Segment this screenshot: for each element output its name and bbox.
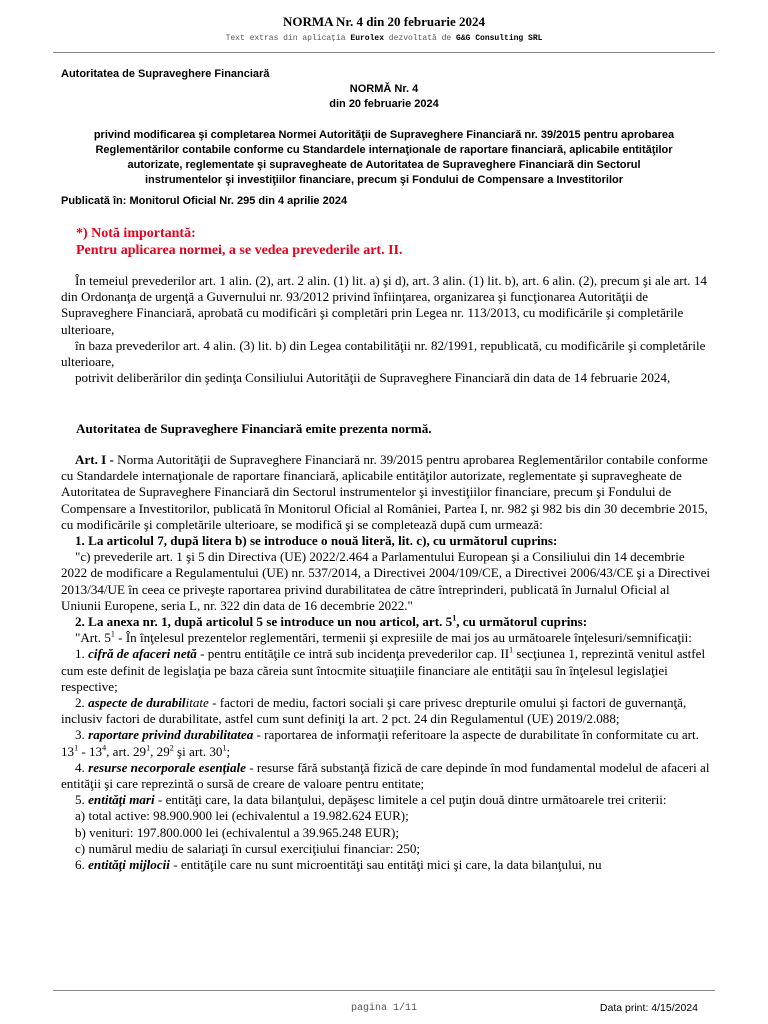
definition-2 — [61, 695, 711, 727]
definition-3-sup-1: 1 — [74, 743, 79, 753]
header-source-mid: dezvoltată de — [384, 34, 457, 43]
criterion-b: b) venituri: 197.800.000 lei (echivalentul a 39.965.248 EUR); — [75, 824, 400, 840]
definition-4-term: resurse necorporale esenţiale — [88, 759, 246, 775]
preamble-paragraph-1: În temeiul prevederilor art. 1 alin. (2), art. 2 alin. (1) lit. a) şi d), art. 3 alin. (1) lit. b), art. 6 alin. (2), precum şi ale art. 14 din Ordonanţa de urgenţă a Guvernului nr. 93/2012 privind înfiinţarea, organizarea şi funcţionarea Autorităţii de Supraveghere Financiară, aprobată cu modificări şi completări prin Legea nr. 113/2013, cu modificările şi completările ulterioare, — [61, 273, 707, 337]
point-1-heading: 1. La articolul 7, după litera b) se introduce o nouă literă, lit. c), cu următorul cuprins: — [75, 533, 558, 549]
header-app-name: Eurolex — [350, 34, 384, 43]
point-2-heading-post: , cu următorul cuprins: — [456, 614, 588, 630]
definition-3-sup-2: 4 — [102, 743, 107, 753]
norm-subject-line-3: autorizate, reglementate şi supravegheate de Autoritatea de Supraveghere Financiară din Sectorul — [127, 159, 641, 171]
definition-5-text: - entităţi care, la data bilanţului, depăşesc limitele a cel puţin două dintre următoarele trei criterii: — [154, 792, 667, 808]
article-5-1-post: - În înţelesul prezentelor reglementări, termenii şi expresiile de mai jos au următoarele înţelesuri/semnificaţii: — [114, 630, 692, 646]
definition-6-term: entităţi mijlocii — [88, 857, 170, 873]
header-divider — [53, 52, 715, 53]
footer-divider — [53, 990, 715, 991]
definition-5-number: 5. — [75, 792, 89, 808]
header-source-line — [0, 34, 768, 43]
definition-3-sup-5: 1 — [222, 743, 227, 753]
definition-3-text-2: - 13 — [78, 743, 103, 759]
norm-date: din 20 februarie 2024 — [329, 98, 439, 110]
article-5-1-intro — [61, 630, 711, 646]
publication-info: Publicată în: Monitorul Oficial Nr. 295 din 4 aprilie 2024 — [61, 195, 348, 207]
definition-1-post: secţiunea 1, reprezintă venitul astfel cum este definit de legislaţia pe baza căreia sunt întocmite situaţiile financiare ale entităţii sau în înţelesul legislaţiei respective; — [61, 646, 706, 694]
definition-4 — [61, 760, 711, 792]
article-1-label: Art. I - — [75, 452, 114, 467]
preamble — [61, 273, 711, 386]
header-source-pre: Text extras din aplicaţia — [225, 34, 351, 43]
important-note-title: *) Notă importantă: — [76, 226, 196, 241]
definition-2-term-a: aspecte de durabil — [88, 695, 186, 711]
preamble-paragraph-3: potrivit deliberărilor din şedinţa Consiliului Autorităţii de Supraveghere Financiară din data de 14 februarie 2024, — [75, 370, 671, 386]
definition-3-number: 3. — [75, 727, 89, 743]
header-company-name: G&G Consulting SRL — [456, 34, 543, 43]
preamble-paragraph-2: în baza prevederilor art. 4 alin. (3) lit. b) din Legea contabilităţii nr. 82/1991, republicată, cu modificările şi completările ulterioare, — [61, 337, 706, 370]
definition-3-sup-3: 1 — [146, 743, 151, 753]
page-number: pagina 1/11 — [350, 1003, 417, 1014]
definition-3-text-4: , 29 — [150, 743, 170, 759]
definition-3-text: - raportarea de informaţii referitoare la aspecte de durabilitate în conformitate cu art. 13 — [61, 727, 699, 759]
definition-5-term: entităţi mari — [88, 792, 155, 808]
article-1-intro — [61, 452, 711, 533]
point-2-heading-sup: 1 — [452, 613, 457, 623]
important-note-text: Pentru aplicarea normei, a se vedea prevederile art. II. — [76, 243, 403, 258]
article-1 — [61, 452, 711, 873]
norm-subject-line-2: Reglementărilor contabile conforme cu Standardele internaţionale de raportare financiară, aplicabile entităţilor — [95, 144, 673, 156]
definition-3-sup-4: 2 — [169, 743, 174, 753]
definition-1-sup: 1 — [509, 646, 514, 656]
definition-3-term: raportare privind durabilitatea — [88, 727, 254, 743]
norm-title: NORMĂ Nr. 4 — [349, 83, 419, 95]
article-5-1-pre: "Art. 5 — [75, 630, 111, 646]
definition-6-number: 6. — [75, 857, 89, 873]
definition-3-text-3: , art. 29 — [106, 743, 147, 759]
definition-1-number: 1. — [75, 646, 89, 662]
definition-4-text: - resurse fără substanţă fizică de care depinde în mod fundamental modelul de afaceri al entităţii şi care reprezintă o sursă de creare de valoare pentru entitate; — [61, 759, 710, 792]
article-5-1-sup: 1 — [110, 629, 115, 639]
definition-2-number: 2. — [75, 695, 89, 711]
definition-3-text-5: şi art. 30 — [173, 743, 223, 759]
definition-5 — [61, 792, 711, 808]
definition-1-pre: - pentru entităţile ce intră sub incidenţa prevederilor cap. II — [196, 646, 510, 662]
definition-1 — [61, 646, 711, 695]
definition-2-text: - factori de mediu, factori sociali şi care privesc drepturile omului şi factori de guvernanţă, inclusiv factori de durabilitate, astfel cum sunt definiţi la art. 2 pct. 24 din Regulamentul (UE) 2019/2.088; — [61, 695, 687, 727]
header-title: NORMA Nr. 4 din 20 februarie 2024 — [282, 14, 486, 29]
criterion-c: c) numărul mediu de salariaţi în cursul exerciţiului financiar: 250; — [75, 840, 421, 856]
print-date: Data print: 4/15/2024 — [599, 1002, 698, 1014]
definition-6 — [61, 857, 711, 873]
definition-4-number: 4. — [75, 759, 89, 775]
authority-name: Autoritatea de Supraveghere Financiară — [61, 68, 270, 80]
definition-1-term: cifră de afaceri netă — [88, 646, 197, 662]
definition-3-text-6: ; — [226, 743, 231, 759]
definition-6-text: - entităţile care nu sunt microentităţi sau entităţi mici şi care, la data bilanţului, nu — [169, 857, 602, 873]
point-1-text: "c) prevederile art. 1 şi 5 din Directiva (UE) 2022/2.464 a Parlamentului European şi a Consiliului din 14 decembrie 2022 de modificare a Regulamentului (UE) nr. 537/2014, a Directivei 2004/109/CE, a Directivei 2006/43/CE şi a Directivei 2013/34/UE în ceea ce priveşte raportarea privind durabilitatea de către întreprinderi, publicată în Jurnalul Oficial al Uniunii Europene, seria L, nr. 322 din data de 16 decembrie 2022." — [61, 549, 711, 613]
criterion-a: a) total active: 98.900.900 lei (echivalentul a 19.982.624 EUR); — [75, 808, 409, 824]
definition-3 — [61, 727, 711, 759]
issuing-statement: Autoritatea de Supraveghere Financiară emite prezenta normă. — [76, 421, 432, 436]
norm-subject-line-1: privind modificarea şi completarea Normei Autorităţii de Supraveghere Financiară nr. 39/2015 pentru aprobarea — [93, 129, 675, 141]
definition-2-term-b: itate — [185, 695, 209, 711]
article-1-text: Norma Autorităţii de Supraveghere Financiară nr. 39/2015 pentru aprobarea Reglementărilor contabile conforme cu Standardele internaţionale de raportare financiară, aplicabile entităţilor autorizate, reglementate şi supravegheate de Autoritatea de Supraveghere Financiară din Sectorul instrumentelor şi investiţiilor financiare, precum şi Fondului de Compensare a Investitorilor, publicată în Monitorul Oficial al României, Partea I, nr. 982 şi 982 bis din 30 decembrie 2015, cu modificările şi completările ulterioare, se modifică şi se completează după cum urmează: — [61, 452, 708, 532]
norm-subject — [0, 128, 768, 188]
point-2-heading-pre: 2. La anexa nr. 1, după articolul 5 se introduce un nou articol, art. 5 — [75, 614, 453, 630]
point-2-heading — [61, 614, 711, 630]
norm-subject-line-4: instrumentelor şi investiţiilor financiare, precum şi Fondului de Compensare a Investitorilor — [145, 174, 623, 186]
